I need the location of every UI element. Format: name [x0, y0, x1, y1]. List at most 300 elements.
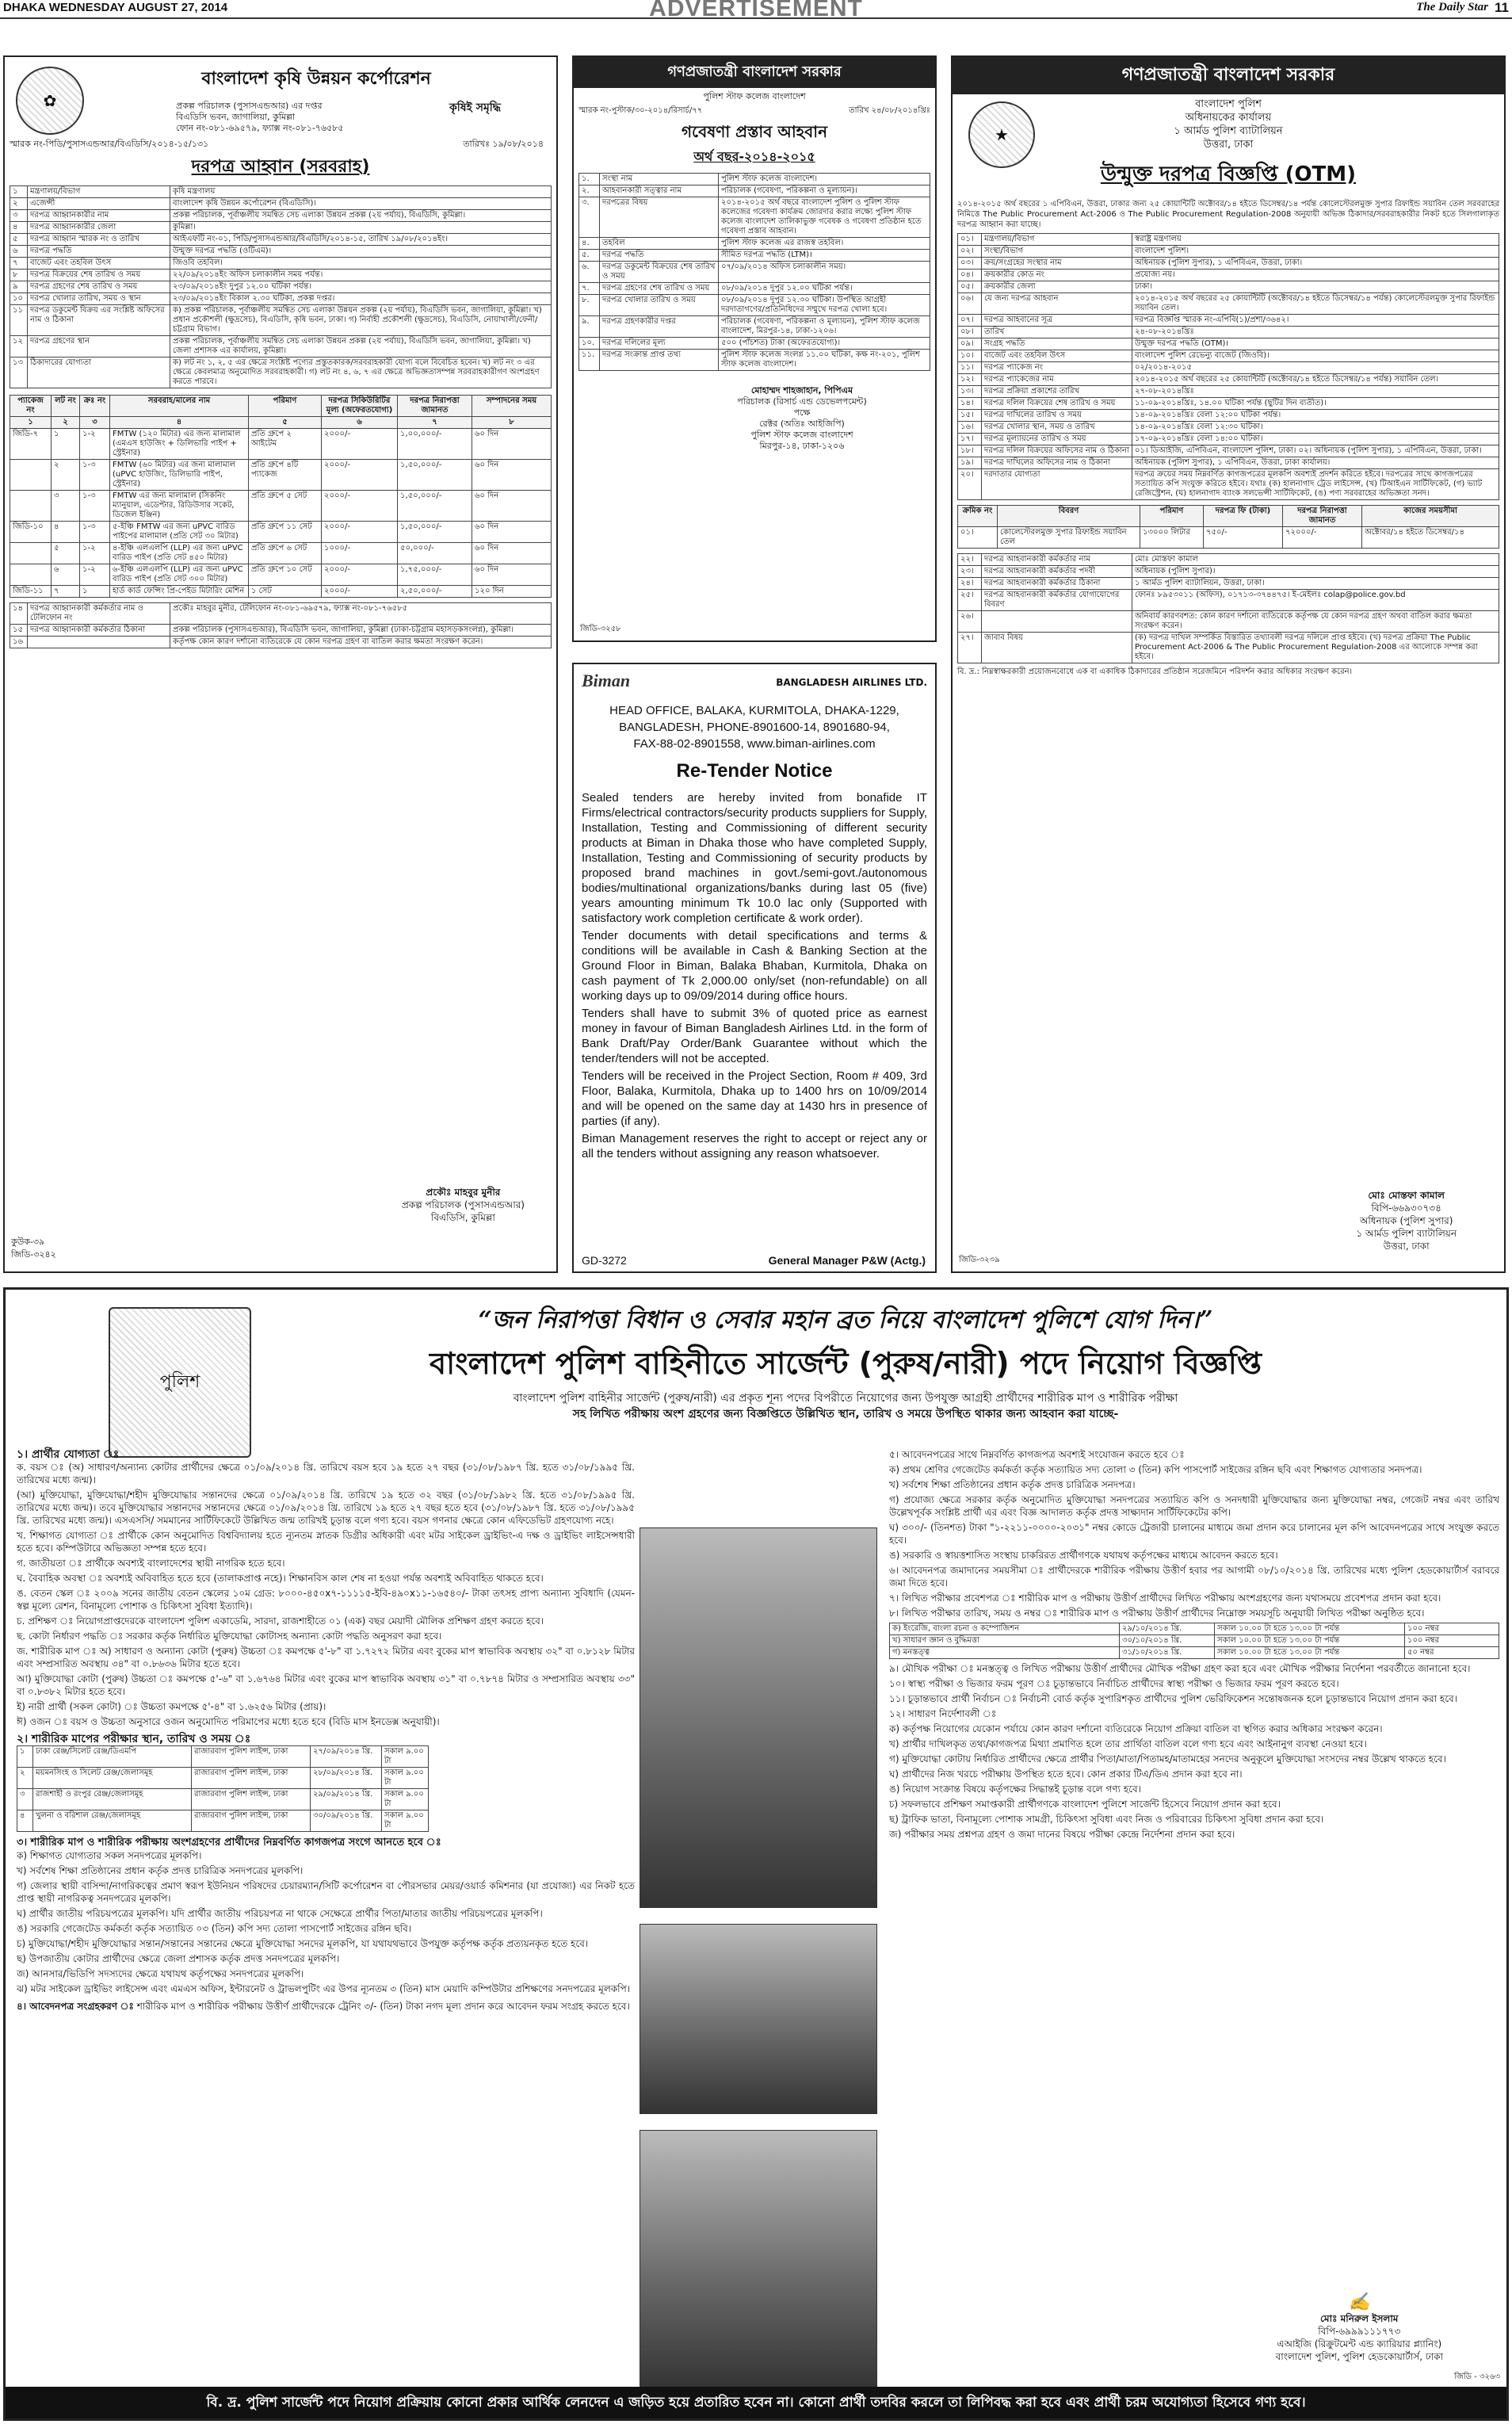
otm-info-row-cell: ২০। [958, 469, 982, 500]
badc-info-row [10, 234, 552, 246]
otm-info-row [958, 258, 1499, 270]
otm-info-row-cell: ০২/২০১৪-২০১৫ [1132, 362, 1499, 374]
otm-org: বাংলাদেশ পুলিশ [1195, 98, 1262, 110]
exam-row-cell: সকাল ১০.০০ টা হতে ১৩.০০ টা পর্যন্ত [1215, 1635, 1405, 1647]
badc-info-row-cell: ১০ [10, 293, 28, 305]
police-code: জিডি - ৩২৬৩ [1453, 2372, 1500, 2381]
research-row-cell: ৫০০ (পাঁচশত) টাকা (অফেরতযোগ্য)। [719, 338, 930, 350]
badc-heading: দরপত্র আহ্বান (সরবরাহ) [191, 157, 370, 177]
otm-info-row-cell: দরপত্র দলিল বিক্রয়ের শেষ তারিখ ও সময় [982, 398, 1132, 410]
badc-info-row [10, 222, 552, 234]
badc-org: বাংলাদেশ কৃষি উন্নয়ন কর্পোরেশন [201, 69, 431, 89]
badc-info-row-cell: মন্ত্রণালয়/বিভাগ [28, 186, 170, 198]
exam-row-cell: সকাল ১০.০০ টা হতে ১৩.০০ টা পর্যন্ত [1215, 1623, 1405, 1635]
otm-info-row-cell: ২৭-০৮-২০১৪খ্রিঃ [1132, 386, 1499, 398]
otm-info-row-cell: ০৫। [958, 281, 982, 293]
badc-lot-header: ক্রঃ নং [80, 396, 110, 417]
otm-info-row-cell: ১৪। [958, 398, 982, 410]
venue-row-cell: সকাল ৯.০০ টা [382, 1746, 429, 1768]
otm-info-row-cell: যে জন্য দরপত্র আহবান [982, 293, 1132, 315]
research-row-cell: ৬. [579, 262, 600, 283]
police-heading: বাংলাদেশ পুলিশ বাহিনীতে সার্জেন্ট (পুরুষ/নারী) পদে নিয়োগ বিজ্ঞপ্তি [430, 1346, 1262, 1381]
qualification-item: ঘ. বৈবাহিক অবস্থা ঃ অবশ্যই অবিবাহিত হতে হবে (তালাকপ্রাপ্ত নহে)। শিক্ষানবিস কাল শেষ না হওয়া পর্যন্ত অবশ্যই অবিবাহিত থাকতে হবে। [17, 1573, 544, 1584]
exam-row [890, 1623, 1499, 1635]
badc-info-row-cell: ৫ [10, 234, 28, 246]
badc-info-row [10, 270, 552, 281]
otm-goods-header: দরপত্র ফি (টাকা) [1204, 506, 1283, 527]
instruction-item: ঘ) প্রার্থীদের নিজ খরচে পরীক্ষায় উপস্থিত হতে হবে। কোন প্রকার টিএ/ডিএ প্রদান করা হবে না। [889, 1768, 1243, 1780]
biman-p5: Biman Management reserves the right to accept or reject any or all the tenders without assigning any reason whatsoever. [582, 1132, 927, 1160]
biman-p1: Sealed tenders are hereby invited from bonafide IT Firms/electrical contractors/security products suppliers for Supply, Installation, Testing and Commissioning of different security products at Biman in Dhaka those who have completed Supply, Installation, Testing and Commissioning of security products by proposed brand machines in govt./semi-govt./autonomous bodies/multinational organizations/banks during last 05 (five) years amounting minimum Tk 10.0 lac only (Supported with satisfactory work completion certificate & work order). [582, 791, 927, 925]
venue-row [17, 1768, 429, 1789]
document-item: ঝ) মটর সাইকেল ড্রাইভিং লাইসেন্স এবং এমএস অফিস, ইন্টারনেট ও ট্রাভলপুটিং এর উপর ন্যূনতম ৩ (তিন) মাস মেয়াদি কম্পিউটার প্রশিক্ষণের সনদপত্রের মূলকপি। [17, 1983, 631, 1994]
badc-info-row-cell: বাজেট এবং তহবিল উৎস [28, 258, 170, 270]
exam-row-cell: ৩১/১০/২০১৪ খ্রি. [1120, 1647, 1215, 1659]
badc-lot-header: দরপত্র নিরাপত্তা জামানত [398, 396, 472, 417]
otm-info-row-cell: ০৪। [958, 270, 982, 281]
venue-row-cell: ২৮/০৯/২০১৪ খ্রি. [311, 1768, 382, 1789]
badc-info-row-cell: ৬ [10, 246, 28, 258]
otm-info-row-cell: দরপত্র দাখিলের তারিখ ও সময় [982, 410, 1132, 422]
otm-info-row-cell: ১৪-০৯-২০১৪খ্রিঃ বেলা ১২:০০ ঘটিকা পর্যন্ত। [1132, 410, 1499, 422]
instruction-item: ১১। চূড়ান্তভাবে প্রার্থী নির্বাচন ঃ নির্বাচনী বোর্ড কর্তৃক সুপারিশকৃত প্রার্থীদের পুলিশ ভেরিফিকেশন সন্তোষজনক হলে চূড়ান্তভাবে নিয়োগ প্রদান করা হবে। [889, 1693, 1457, 1704]
badc-lot-row-cell [10, 491, 52, 522]
badc-info-row [10, 198, 552, 210]
badc-lot-row-cell: ২০০০/- [322, 522, 398, 543]
otm-footer-row-cell: ২৬। [958, 611, 982, 633]
badc-info-row-cell: ঠিকাদারের যোগ্যতা [28, 357, 170, 388]
badc-lot-row-cell: ১-৩ [80, 522, 110, 543]
badc-info-row-cell: দরপত্র আহ্বানকারীর জেলা [28, 222, 170, 234]
otm-info-row-cell: দরপত্র প্যাকেজ নং [982, 362, 1132, 374]
biman-code: GD-3272 [582, 1254, 627, 1267]
otm-footer-row [958, 633, 1499, 663]
otm-info-row-cell: ১৪-০৯-২০১৪খ্রিঃ বেলা ১২:৩০ ঘটিকা। [1132, 422, 1499, 434]
research-row-cell: দরপত্র ডকুমেন্ট বিক্রয়ের শেষ তারিখ ও সময় [600, 262, 719, 283]
otm-footer-row-cell: ২৩। [958, 566, 982, 578]
otm-goods-header: ক্রমিক নং [958, 506, 998, 527]
venue-row-cell: ১ [17, 1746, 33, 1768]
otm-info-row-cell: ০১। ডিআইজি, এপিবিএন, বাংলাদেশ পুলিশ, ঢাকা। ০২। অধিনায়ক (পুলিশ সুপার), ১ এপিবিএন, উত্তরা, ঢাকা। [1132, 445, 1499, 457]
biman-body [582, 790, 927, 1161]
otm-info-row-cell: ১৭-০৯-২০১৪খ্রিঃ বেলা ১৪:০০ ঘটিকা। [1132, 434, 1499, 445]
badc-lot-row [10, 564, 552, 586]
badc-lot-row-cell: ৬-ইঞ্চি এলএলপি (LLP) এর জন্য uPVC বারিড পাইপ (প্রতি সেট ৩০০ মিটার) [110, 564, 249, 586]
badc-lot-row-cell: ৬ [52, 564, 80, 586]
badc-lot-row-cell: ৫ [52, 543, 80, 564]
research-row [579, 197, 930, 238]
badc-tagline: কৃষিই সমৃদ্ধি [449, 101, 501, 114]
badc-footer-row [10, 603, 552, 625]
venue-row-cell: ২ [17, 1768, 33, 1789]
otm-signer-place: উত্তরা, ঢাকা [1383, 1241, 1430, 1252]
badc-info-row-cell: দরপত্র খোলার তারিখ, সময় ও স্থান [28, 293, 170, 305]
badc-code2: জিডি-৩২৪২ [11, 1249, 56, 1260]
research-row [579, 316, 930, 338]
badc-footer-row-cell: প্রকল্প পরিচালক (পুসাসএন্ডআর), বিএডিসি ভবন, জাগালিয়া, কুমিল্লা (ঢাকা-চট্টগ্রাম মহাসড়কসংলগ্ন), কুমিল্লা। [170, 625, 552, 637]
qualification-title: ১। প্রার্থীর যোগ্যতা ঃ [17, 1448, 120, 1461]
biman-p4: Tenders will be received in the Project Section, Room # 409, 3rd Floor, Balaka, Kurmitola, Dhaka up to 1400 hrs on 10/09/2014 and will be opened on the same day at 1430 hrs in presence of parties (if any). [582, 1069, 927, 1128]
otm-info-row-cell: দরপত্র খোলার স্থান, সময় ও তারিখ [982, 422, 1132, 434]
research-row-cell: ৫. [579, 250, 600, 262]
research-row-cell: ০৭/০৯/২০১৪ অফিস চলাকালীন সময়। [719, 262, 930, 283]
badc-footer-row-cell: ১৪ [10, 603, 28, 625]
otm-info-row [958, 434, 1499, 445]
otm-info-table [957, 233, 1499, 500]
documents-title: ৩। শারীরিক মাপ ও শারীরিক পরীক্ষায় অংশগ্রহণের প্রার্থীদের নিম্নবর্ণিত কাগজপত্র সংগে আনতে হবে ঃ [17, 1837, 441, 1849]
biman-p3: Tenders shall have to submit 3% of quoted price as earnest money in favour of Biman Bangladesh Airlines Ltd. in the form of Bank Draft/Pay Order/Bank Guarantee without which the tender/tenders will not be accepted. [582, 1007, 927, 1065]
research-row-cell: সীমিত দরপত্র পদ্ধতি (LTM)। [719, 250, 930, 262]
otm-heading: উন্মুক্ত দরপত্র বিজ্ঞপ্তি (OTM) [1100, 162, 1357, 186]
otm-info-row-cell: দরপত্র মূল্যায়নের তারিখ ও সময় [982, 434, 1132, 445]
research-row-cell: ১১. [579, 350, 600, 371]
research-row-cell: ০৮/০৯/২০১৪ দুপুর ১২.০০ ঘটিকা পর্যন্ত। [719, 283, 930, 295]
research-row-cell: ১. [579, 174, 600, 185]
otm-signer-id: বিপি-৬৬৯৩০৭৩৪ [1371, 1202, 1441, 1214]
badc-lot-row-cell: ২০০০/- [322, 429, 398, 460]
police-signer-title: এআইজি (রিক্রুটমেন্ট এন্ড ক্যারিয়ার প্ল্যানিং) [1277, 2338, 1442, 2349]
badc-lot-row-cell: ২,৫০,০০০/- [398, 586, 472, 598]
otm-goods-row-cell: ০১। [958, 527, 998, 549]
police-signer-unit: বাংলাদেশ পুলিশ, পুলিশ হেডকোয়ার্টার্স, ঢাকা [1275, 2351, 1443, 2362]
badc-info-row [10, 336, 552, 357]
otm-info-row [958, 445, 1499, 457]
badc-tender-ad [3, 55, 558, 1273]
exam-row-cell: ১০০ নম্বর [1405, 1635, 1499, 1647]
otm-info-row [958, 398, 1499, 410]
research-signer-line2: পক্ষে [793, 407, 811, 418]
venue-row-cell: সকাল ৯.০০ টা [382, 1810, 429, 1832]
research-memo: স্মারক নং-পুস্টাক/৩০-২০১৪/রিসার্চ/৭৭ [578, 106, 703, 115]
application-item: ক) প্রথম শ্রেণির গেজেটেড কর্মকর্তা কর্তৃক সত্যায়িত সদ্য তোলা ৩ (তিন) কপি পাসপোর্ট সাইজের রঙ্গিন ছবি এবং শিক্ষাগত যোগ্যতার সনদপত্র। [889, 1464, 1422, 1475]
application-item: ঘ) ৩০০/- (তিনশত) টাকা "১-২২১১-০০০০-২০৩১" নম্বর কোডে ট্রেজারী চালানের মাধ্যমে জমা প্রদান করে চালানের মূল কপি আবেদনপত্রের সাথে সংযুক্ত করতে হবে। [889, 1522, 1499, 1546]
badc-lot-header: পরিমাণ [249, 396, 322, 417]
research-proposal-ad [572, 55, 937, 642]
otm-info-row-cell: মন্ত্রণালয়/বিভাগ [982, 234, 1132, 246]
police-photo-group [640, 1527, 877, 1908]
otm-info-row-cell: ০৮। [958, 327, 982, 338]
badc-lot-row-cell: ১-৩ [80, 491, 110, 522]
badc-info-row-cell: ৮ [10, 270, 28, 281]
otm-info-row-cell: দরপত্র প্যাকেজের নাম [982, 374, 1132, 386]
otm-info-row-cell: বাংলাদেশ পুলিশ। [1132, 246, 1499, 258]
fee-text: শারীরিক মাপ ও শারীরিক পরীক্ষায় উত্তীর্ণ প্রার্থীদেরকে ট্রেনিং ৩/- (তিন) টাকা নগদ মূল্য প্রদান করে আবেদন ফরম সংগ্রহ করতে হবে। [136, 2001, 630, 2012]
badc-lot-row-cell: ২০০০/- [322, 564, 398, 586]
badc-info-row-cell: দরপত্র আহ্বান স্মারক নং ও তারিখ [28, 234, 170, 246]
badc-info-row-cell: ৯ [10, 281, 28, 293]
application-item: খ) সর্বশেষ শিক্ষা প্রতিষ্ঠানের প্রধান কর্তৃক প্রদত্ত চারিত্রিক সনদপত্র। [889, 1479, 1136, 1490]
otm-intro: ২০১৪-২০১৫ অর্থ বছরের ১ এপিবিএন, উত্তরা, ঢাকার জন্য ২৫ কোয়ান্টিটি অক্টোবর/১৪ হইতে ডিসেম্বর/১৪ পর্যন্ত কোলেস্টেরলমুক্ত সুপার রিফাইন্ড সয়াবিন তেল সরবরাহের নিমিত্তে The Public Procurement Act-2006 ও The Public Procurement Regulation-2008 অনুযায়ী অভিজ্ঞ ঠিকাদার/সরবরাহকারীর নিকট হতে সিলগালাকৃত দরপত্র আহ্বান করা যাচ্ছে। [957, 200, 1499, 229]
badc-lot-header: প্যাকেজ নং [10, 396, 52, 417]
badc-lot-row-cell: ১,৫০,০০০/- [398, 522, 472, 543]
police-left-column [17, 1448, 635, 2013]
biman-address3: FAX-88-02-8901558, www.biman-airlines.com [633, 737, 876, 751]
badc-lot-row-cell: FMTW (১২০ মিটার) এর জন্য মালামাল (এমএস হাউজিং + ডিলিভারি পাইপ + স্ট্রেইনার) [110, 429, 249, 460]
biman-logo-icon: Biman [582, 671, 631, 690]
badc-lot-colnum: ৪ [110, 417, 249, 429]
biman-signer: General Manager P&W (Actg.) [768, 1254, 926, 1267]
otm-footer-row [958, 611, 1499, 633]
badc-info-row-cell: জিওবি তহবিল। [170, 258, 552, 270]
badc-lot-row [10, 586, 552, 598]
research-gov: গণপ্রজাতন্ত্রী বাংলাদেশ সরকার [574, 57, 935, 88]
research-row [579, 283, 930, 295]
qualification-item: ক. বয়স ঃ (অ) সাধারণ/অন্যান্য কোটার প্রার্থীদের ক্ষেত্রে ০১/০৯/২০১৪ খ্রি. তারিখে বয়স হবে ১৯ হতে ২৭ বছর (৩১/০৮/১৯৮৭ খ্রি. হতে ৩১/০৮/১৯৯৫ খ্রি. তারিখের মধ্যে জন্ম)। [17, 1462, 635, 1485]
badc-signer: প্রকৌঃ মাহবুর মুনীর [426, 1187, 501, 1198]
instruction-item: ঙ) নিয়োগ সংক্রান্ত বিষয়ে কর্তৃপক্ষের সিদ্ধান্তই চূড়ান্ত বলে গণ্য হবে। [889, 1784, 1141, 1795]
badc-info-row-cell: ৩ [10, 210, 28, 222]
research-row-cell: পরিচালক (গবেষণা, পরিকল্পনা ও মূল্যায়ন), পুলিশ স্টাফ কলেজ বাংলাদেশ, মিরপুর-১৪, ঢাকা-১২০৬। [719, 316, 930, 338]
venue-row-cell: ২৯/০৯/২০১৪ খ্রি. [311, 1789, 382, 1810]
document-item: ছ) উপজাতীয় কোটার প্রার্থীদের ক্ষেত্রে জেলা প্রশাসক কর্তৃক প্রদত্ত সনদপত্রের মূলকপি। [17, 1953, 340, 1964]
badc-lot-row-cell: ৭ [52, 586, 80, 598]
badc-lot-row-cell: প্রতি গ্রুপে ১০ সেট [249, 564, 322, 586]
badc-signer-place: বিএডিসি, কুমিল্লা [430, 1212, 495, 1223]
badc-lot-header: সম্পাদনের সময় [472, 396, 552, 417]
police-sub2: সহ লিখিত পরীক্ষায় অংশ গ্রহণের জন্য বিজ্ঞপ্তিতে উল্লিখিত স্থান, তারিখ ও সময়ে উপস্থিত থাকার জন্য আহবান করা যাচ্ছে- [572, 1408, 1119, 1420]
research-signer-line4: পুলিশ স্টাফ কলেজ বাংলাদেশ [750, 430, 853, 440]
otm-footer-row-cell: দরপত্র আহবানকারী কর্মকর্তার যোগাযোগের বিবরণ [982, 590, 1132, 611]
badc-lot-row-cell: ৬০ দিন [472, 429, 552, 460]
otm-info-row-cell: সংস্থা/বিভাগ [982, 246, 1132, 258]
research-row-cell: আহবানকারী সত্ত্বার নাম [600, 185, 719, 197]
badc-lot-row-cell: ৬০ দিন [472, 564, 552, 586]
badc-memo: স্মারক নং-পিডি/পুসাসএন্ডআর/বিএডিসি/২০১৪-১৫/১৩১ [10, 139, 209, 149]
venue-row-cell: ৩০/০৯/২০১৪ খ্রি. [311, 1810, 382, 1832]
police-emblem-icon: পুলিশ [109, 1307, 251, 1458]
biman-heading: Re-Tender Notice [676, 760, 833, 782]
otm-goods-row-cell: ১৩০০০ লিটার [1140, 527, 1204, 549]
otm-info-row-cell: দরপত্র প্রক্রিয়া প্রকাশের তারিখ [982, 386, 1132, 398]
document-item: খ) সর্বশেষ শিক্ষা প্রতিষ্ঠানের প্রধান কর্তৃক প্রদত্ত চারিত্রিক সনদপত্রের মূলকপি। [17, 1865, 304, 1876]
research-signer-line3: রেক্টর (অতিঃ আইজিপি) [759, 419, 845, 429]
badc-lot-row-cell: ১,৫০,০০০/- [398, 460, 472, 491]
otm-info-row [958, 422, 1499, 434]
badc-info-row [10, 293, 552, 305]
biman-address1: HEAD OFFICE, BALAKA, KURMITOLA, DHAKA-1229, [609, 704, 899, 717]
police-bottom-note: বি. দ্র. পুলিশ সার্জেন্ট পদে নিয়োগ প্রক্রিয়ায় কোনো প্রকার আর্থিক লেনদেন এ জড়িত হয়ে প্রতারিত হবেন না। কোনো প্রার্থী তদবির করলে তা লিপিবদ্ধ করা হবে এবং প্রার্থী চরম অযোগ্যতা হিসেবে গণ্য হবে। [6, 2387, 1506, 2418]
otm-info-row-cell: ১৯। [958, 457, 982, 469]
badc-lot-row-cell [10, 460, 52, 491]
otm-info-row-cell: প্রযোজ্য নয়। [1132, 270, 1499, 281]
badc-lot-header: সরবরাহ/মালের নাম [110, 396, 249, 417]
otm-footer-row-cell: ১ আর্মড পুলিশ ব্যাটালিয়ন, উত্তরা, ঢাকা। [1132, 578, 1499, 590]
badc-lot-row [10, 460, 552, 491]
research-row-cell: দরপত্র খোলার তারিখ ও সময় [600, 295, 719, 316]
research-signer-title: পরিচালক (রিসার্চ এন্ড ডেভেলপমেন্ট) [737, 396, 867, 407]
badc-lot-row-cell: FMTW এর জন্য মালামাল (সিকনিং ম্যানুয়াল, এডেপ্টার, রিডিউসার সকেট, ডিজেল ইঞ্জিন) [110, 491, 249, 522]
document-item: চ) মুক্তিযোদ্ধা/শহীদ মুক্তিযোদ্ধার সন্তান/সন্তানের সন্তানের ক্ষেত্রে মুক্তিযোদ্ধা সনদের মূলকপি, যা যথাযথভাবে উপযুক্ত কর্তৃপক্ষ কর্তৃক প্রত্যয়নকৃত হতে হবে। [17, 1938, 589, 1949]
research-row-cell: পরিচালক (গবেষণা, পরিকল্পনা ও মূল্যায়ন)। [719, 185, 930, 197]
badc-lot-colnum: ৭ [398, 417, 472, 429]
otm-footer-row-cell: দরপত্র আহবানকারী কর্মকর্তার পদবী [982, 566, 1132, 578]
section-title: ADVERTISEMENT [649, 0, 863, 21]
otm-footer-row [958, 590, 1499, 611]
otm-office: অধিনায়কের কার্যালয় [1185, 112, 1272, 124]
badc-info-row-cell: দরপত্র গ্রহণের স্থান [28, 336, 170, 357]
otm-footer-table [957, 553, 1499, 663]
document-item: ক) শিক্ষাগত যোগ্যতার সকল সনদপত্রের মূলকপি। [17, 1850, 202, 1861]
otm-footer-row [958, 566, 1499, 578]
badc-info-row-cell: ২৩/০৯/২০১৪ইং বিকাল ২.৩০ ঘটিকা, প্রকল্প দপ্তর। [170, 293, 552, 305]
badc-lot-row-cell: ১,৫০,০০০/- [398, 491, 472, 522]
venue-table [17, 1745, 429, 1832]
badc-info-row-cell: কুমিল্লা। [170, 222, 552, 234]
otm-info-row-cell: দরপত্র বিজ্ঞপ্তি স্মারক নং-এপিবি(১)/প্রশা/৩৬৪২। [1132, 315, 1499, 327]
newspaper-name: The Daily Star [1416, 1, 1488, 13]
venue-title: ২। শারীরিক মাপের পরীক্ষার স্থান, তারিখ ও সময় ঃ [17, 1733, 251, 1745]
badc-lot-row-cell: জিডি-৭ [10, 429, 52, 460]
otm-footer-row [958, 554, 1499, 566]
research-row [579, 174, 930, 185]
research-row-cell: ১০. [579, 338, 600, 350]
badc-footer-row-cell: ১৬ [10, 637, 28, 648]
venue-row-cell: সকাল ৯.০০ টা [382, 1768, 429, 1789]
dateline: DHAKA WEDNESDAY AUGUST 27, 2014 [3, 1, 228, 14]
otm-signer-unit: ১ আর্মড পুলিশ ব্যাটালিয়ন [1356, 1228, 1457, 1239]
research-row-cell: তহবিল [600, 238, 719, 250]
badc-info-row [10, 246, 552, 258]
research-college: পুলিশ স্টাফ কলেজ বাংলাদেশ [703, 91, 806, 101]
instruction-item: খ) প্রার্থীর দাখিলকৃত তথ্য/কাগজপত্র মিথ্যা প্রমাণিত হলে তার প্রার্থিতা বাতিল বলে গণ্য হবে এবং আইনানুগ ব্যবস্থা নেওয়া হবে। [889, 1738, 1367, 1749]
otm-gov: গণপ্রজাতন্ত্রী বাংলাদেশ সরকার [953, 57, 1504, 94]
document-item: ঘ) প্রার্থীর জাতীয় পরিচয়পত্রের মূলকপি। যদি প্রার্থীর জাতীয় পরিচয়পত্র না থাকে সেক্ষেত্রে প্রার্থীর পিতা/মাতার জাতীয় পরিচয়পত্রের মূলকপি। [17, 1908, 543, 1919]
venue-row-cell: সকাল ৯.০০ টা [382, 1789, 429, 1810]
exam-row-cell: ১০০ নম্বর [1405, 1623, 1499, 1635]
research-row [579, 238, 930, 250]
research-date: তারিখ ২৪/০৮/২০১৪খ্রিঃ [849, 106, 930, 115]
qualification-item: (আ) মুক্তিযোদ্ধা, মুক্তিযোদ্ধা/শহীদ মুক্তিযোদ্ধার সন্তানদের ক্ষেত্রে ০১/০৯/২০১৪ খ্রি. তারিখে ১৯ হতে ৩২ বছর (৩১/০৮/১৯৮২ খ্রি. হতে ৩১/০৮/১৯৯৫ খ্রি. তারিখের মধ্যে জন্ম)। তবে মুক্তিযোদ্ধার সন্তানদের সন্তানদের ক্ষেত্রে ০১/০৯/২০১৪ খ্রি. তারিখে ১৯ হতে ২৭ বছর হতে হবে (৩১/০৮/১৯৮৭ খ্রি. হতে ৩১/০৮/১৯৯৫ খ্রি. তারিখের মধ্যে জন্ম)। এসএসসি/ সমমানের সার্টিফিকেটে উল্লিখিত জন্ম তারিখই চূড়ান্ত বলে গণ্য হবে। বয়স গণনার ক্ষেত্রে কোন এফিডেভিট গ্রহণযোগ্য নহে। [17, 1489, 635, 1526]
badc-lot-row-cell: ২০০০/- [322, 460, 398, 491]
badc-lot-row-cell: ৪-ইঞ্চি এলএলপি (LLP) এর জন্য uPVC বারিড পাইপ (প্রতি সেট ৪৫০ মিটার) [110, 543, 249, 564]
research-row-cell: ২০১৪-২০১৫ অর্থ বছরে বাংলাদেশ পুলিশ ও পুলিশ স্টাফ কলেজের গবেষণা কার্যক্রম জোরদার করার লক্ষ্যে পুলিশ স্টাফ কলেজ বাংলাদেশ তালিকাভুক্ত গবেষক ও গবেষণা প্রতিষ্ঠান হতে গবেষণা প্রস্তাব আহবান। [719, 197, 930, 238]
badc-footer-row-cell: দরপত্র আহ্বানকারী কর্মকর্তার ঠিকানা [28, 625, 170, 637]
otm-goods-row-cell: ৭২০০০/- [1283, 527, 1362, 549]
venue-row-cell: রাজশাহী ও রংপুর রেঞ্জ/জেলাসমূহ [33, 1789, 192, 1810]
otm-info-row-cell: উন্মুক্ত দরপত্র পদ্ধতি (OTM)। [1132, 338, 1499, 350]
exam-row [890, 1635, 1499, 1647]
research-row-cell: ৪. [579, 238, 600, 250]
exam-row-cell: ক) ইংরেজি, বাংলা রচনা ও কম্পোজিশন [890, 1623, 1120, 1635]
venue-row [17, 1789, 429, 1810]
badc-info-row [10, 281, 552, 293]
research-row-cell: সংস্থা নাম [600, 174, 719, 185]
badc-info-row-cell: দরপত্র বিক্রয়ের শেষ তারিখ ও সময় [28, 270, 170, 281]
exam-table [889, 1623, 1499, 1659]
badc-info-row-cell: ৪ [10, 222, 28, 234]
badc-phone: ফোন নং-০৮১-৬৯৫৭৯, ফ্যাক্স নং-০৮১-৭৬৫৮৫ [176, 123, 344, 133]
research-table [578, 173, 930, 371]
qualification-item: আ) মুক্তিযোদ্ধা কোটা (পুরুষ) উচ্চতা ঃ কমপক্ষে ৫'-৬" বা ১.৬৭৬৪ মিটার এবং বুকের মাপ স্বাভাবিক অবস্থায় ৩১" বা ০.৭৮৭৪ মিটার ও সম্প্রসারিত অবস্থায় ৩৩" বা ০.৮৩৮২ মিটার হতে হবে। [17, 1673, 635, 1697]
otm-goods-row-cell: কোলেস্টেরলমুক্ত সুপার রিফাইন্ড সয়াবিন তেল [998, 527, 1140, 549]
otm-info-row-cell: ১৫। [958, 410, 982, 422]
page-number: 11 [1495, 0, 1509, 15]
otm-info-row-cell: ১৭। [958, 434, 982, 445]
otm-footer-row-cell: দরপত্র আহবানকারী কর্মকর্তার নাম [982, 554, 1132, 566]
otm-info-row [958, 338, 1499, 350]
badc-code1: কুউক-৩৯ [11, 1237, 45, 1247]
badc-lot-row-cell: জিডি-১১ [10, 586, 52, 598]
otm-footer-row-cell: জাবাব বিষয় [982, 633, 1132, 663]
exam-row-cell: ৩০/১০/২০১৪ খ্রি. [1120, 1635, 1215, 1647]
qualification-item: চ. প্রশিক্ষণ ঃ নিয়োগপ্রাপ্তদেরকে বাংলাদেশ পুলিশ একাডেমি, সারদা, রাজশাহীতে ০১ (এক) বছর মেয়াদী মৌলিক প্রশিক্ষণ গ্রহণ করতে হবে। [17, 1615, 544, 1627]
otm-info-row [958, 362, 1499, 374]
biman-name: BANGLADESH AIRLINES LTD. [776, 677, 927, 688]
qualification-item: ই) নারী প্রার্থী (সকল কোটা) ঃ উচ্চতা কমপক্ষে ৫'-৪" বা ১.৬২৫৬ মিটার (প্রায়)। [17, 1701, 326, 1712]
otm-goods-header: দরপত্র নিরাপত্তা জামানত [1283, 506, 1362, 527]
badc-info-row-cell: দরপত্র গ্রহণের শেষ তারিখ ও সময় [28, 281, 170, 293]
research-row-cell: পুলিশ স্টাফ কলেজ বাংলাদেশ। [719, 174, 930, 185]
otm-info-row-cell: ০৭। [958, 315, 982, 327]
venue-row-cell: ৩ [17, 1789, 33, 1810]
badc-signature-block [402, 1186, 525, 1224]
research-row [579, 185, 930, 197]
badc-lot-header: দরপত্র সিকিউরিটির মূল্য (অফেরতযোগ্য) [322, 396, 398, 417]
research-signer: মোহাম্মদ শাহজাহান, পিপিএম [750, 385, 853, 396]
badc-info-row-cell: ২২/০৯/২০১৪ইং অফিস চলাকালীন সময় পর্যন্ত। [170, 270, 552, 281]
otm-footer-row-cell: অনিবার্য কারণবশত: কোন কারণ দর্শানো ব্যতিরেকে কর্তৃপক্ষ যে কোন দরপত্র গ্রহণ অথবা বাতিল করার ক্ষমতা সংরক্ষণ করেন। [1132, 611, 1499, 633]
badc-lot-row-cell: ১-২ [80, 429, 110, 460]
badc-info-row [10, 305, 552, 336]
qualification-item: ছ. কোটা নির্ধারণ পদ্ধতি ঃ সরকার কর্তৃক নির্ধারিত মুক্তিযোদ্ধা কোটাসহ অন্যান্য কোটা পদ্ধতি অনুসরণ করা হবে। [17, 1631, 442, 1642]
otm-info-row-cell: ১১-০৯-২০১৪খ্রিঃ, ১৪.০০ ঘটিকা পর্যন্ত (ছুটির দিন ব্যতীত)। [1132, 398, 1499, 410]
badc-lot-row-cell: ১,০০,০০০/- [398, 429, 472, 460]
otm-info-row-cell: দরপত্র আহবানের সূত্র [982, 315, 1132, 327]
badc-lot-row-cell: হার্ড কার্ড ফেন্সিং প্রি-পেইড মিটারিং মেশিন [110, 586, 249, 598]
otm-info-row-cell: দরপত্র দলিল বিক্রয়ের অফিসের নাম ও ঠিকানা [982, 445, 1132, 457]
badc-address: বিএডিসি ভবন, জাগালিয়া, কুমিল্লা [176, 112, 296, 122]
otm-footer-row-cell: ২৭। [958, 633, 982, 663]
badc-lot-row-cell: ২ [52, 460, 80, 491]
badc-lot-row-cell: ১ [80, 586, 110, 598]
badc-footer-row [10, 625, 552, 637]
research-row-cell: পুলিশ স্টাফ কলেজ এর রাজস্ব তহবিল। [719, 238, 930, 250]
application-item: গ) প্রযোজ্য ক্ষেত্রে সরকার কর্তৃক অনুমোদিত মুক্তিযোদ্ধা সনদপত্রের সত্যায়িত কপি ও সনদধারী মুক্তিযোদ্ধার জন্য মুক্তিযোদ্ধা নম্বর, গেজেট নম্বর এবং তারিখ উল্লেখপূর্বক সংশ্লিষ্ট প্রার্থী এর এবং বিজ্ঞ আদালত কর্তৃক প্রদত্ত সাক্ষ্যদান সার্টিফিকেটের কপি। [889, 1494, 1499, 1518]
badc-lot-row-cell: ৬০ দিন [472, 543, 552, 564]
venue-row [17, 1746, 429, 1768]
badc-lot-row-cell: ৬০ দিন [472, 460, 552, 491]
venue-row-cell: ময়মনসিংহ ও সিলেট রেঞ্জ/জেলাসমূহ [33, 1768, 192, 1789]
badc-lot-row-cell: ২০০০/- [322, 491, 398, 522]
research-row-cell: ৭. [579, 283, 600, 295]
otm-unit: ১ আর্মড পুলিশ ব্যাটালিয়ন [1174, 125, 1283, 137]
exam-row-cell: ৫০ নম্বর [1405, 1647, 1499, 1659]
badc-footer-row-cell: ১৫ [10, 625, 28, 637]
badc-lot-row-cell: ১২০ দিন [472, 586, 552, 598]
badc-info-row-cell: এজেন্সী [28, 198, 170, 210]
otm-info-row-cell: ১১। [958, 362, 982, 374]
otm-info-row-cell: ০১। [958, 234, 982, 246]
badc-lot-row-cell: ৩ [52, 491, 80, 522]
research-row-cell: দরপত্রের বিষয় [600, 197, 719, 238]
instruction-item: গ) মুক্তিযোদ্ধা কোটায় নির্ধারিত প্রার্থীদের ক্ষেত্রে প্রার্থীর পিতা/মাতা/পিতামহ/মাতামহের সনদের অনুকূলে মুক্তিযোদ্ধা সংসদের নম্বর উল্লেখ থাকতে হবে। [889, 1753, 1446, 1764]
research-heading: গবেষণা প্রস্তাব আহবান [681, 122, 828, 141]
otm-info-row [958, 293, 1499, 315]
otm-footer-row-cell: ফোনঃ ৮৯৫৩০১১ (অফিস), ০১৭১৩-৩৭৪৪৭৫। ই-মেইলঃ colap@police.gov.bd [1132, 590, 1499, 611]
qualification-item: গ. জাতীয়তা ঃ প্রার্থীকে অবশ্যই বাংলাদেশের স্থায়ী নাগরিক হতে হবে। [17, 1558, 285, 1569]
badc-lot-row-cell: প্রতি গ্রুপে ৫ সেট [249, 491, 322, 522]
instruction-item: ৯। মৌখিক পরীক্ষা ঃ মনস্তত্ত্ব ও লিখিত পরীক্ষায় উত্তীর্ণ প্রার্থীদের মৌখিক পরীক্ষা গ্রহণ করা হবে এবং মৌখিক পরীক্ষার নির্দেশনা পরবর্তীতে জানানো হবে। [889, 1663, 1471, 1674]
otm-info-row-cell: ক্রয়/সংগ্রহের সংস্থার নাম [982, 258, 1132, 270]
research-signer-line5: মিরপুর-১৪, ঢাকা-১২০৬ [759, 441, 845, 451]
police-photo-parade [640, 2130, 877, 2392]
research-row-cell: ৮. [579, 295, 600, 316]
badc-footer-row-cell: কর্তৃপক্ষ কোন কারণ দর্শানো ব্যতিরেকে যে কোন দরপত্র গ্রহণ বা বাতিল করার ক্ষমতা সংরক্ষণ করেন। [170, 637, 552, 648]
badc-lot-row-cell: ৪ [52, 522, 80, 543]
badc-lot-row-cell [10, 543, 52, 564]
badc-lot-table [10, 395, 552, 598]
police-right-column [889, 1448, 1499, 1843]
